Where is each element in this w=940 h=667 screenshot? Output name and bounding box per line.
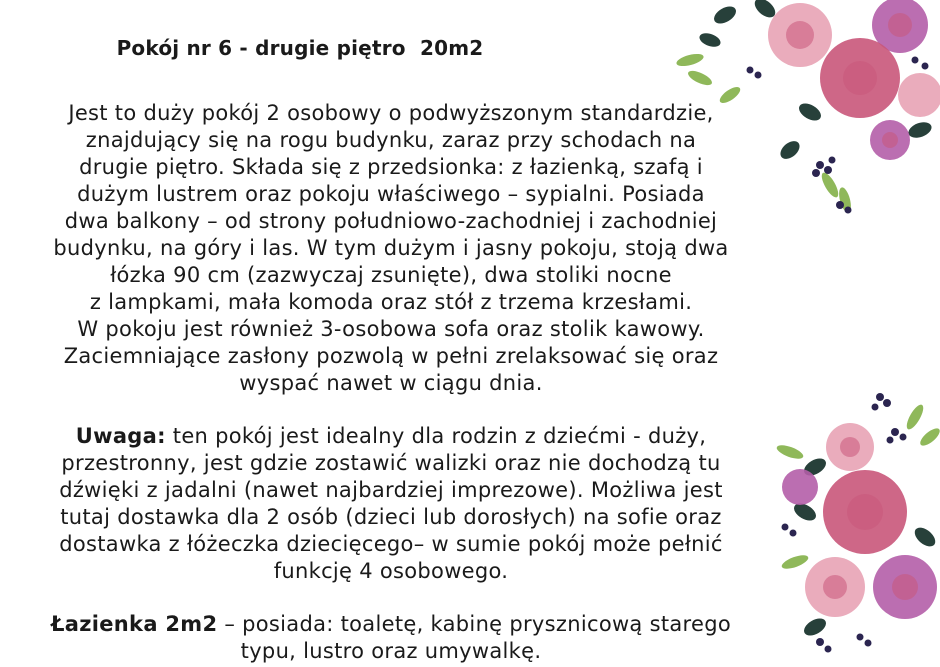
text-line: dźwięki z jadalni (nawet najbardziej imprezowe). Możliwa jest: [59, 478, 723, 502]
text-line: Zaciemniające zasłony pozwolą w pełni zrelaksować się oraz: [63, 344, 719, 368]
description-paragraph: [0, 100, 782, 397]
text-line: dwa balkony – od strony południowo-zachodniej i zachodniej: [64, 209, 718, 233]
room-description-block: [0, 100, 782, 665]
note-first-line-text: ten pokój jest idealny dla rodzin z dziećmi - duży,: [165, 424, 707, 448]
bathroom-label: Łazienka 2m2: [50, 612, 218, 636]
text-line: W pokoju jest również 3-osobowa sofa oraz stolik kawowy.: [77, 317, 705, 341]
text-line: z lampkami, mała komoda oraz stół z trzema krzesłami.: [89, 290, 693, 314]
text-line: dużym lustrem oraz pokoju właściwego – sypialni. Posiada: [77, 182, 705, 206]
text-line: Jest to duży pokój 2 osobowy o podwyższonym standardzie,: [68, 101, 714, 125]
note-first-line: [0, 423, 782, 450]
text-line: drugie piętro. Składa się z przedsionka: z łazienką, szafą i: [79, 155, 703, 179]
roses-top: [768, 0, 940, 160]
note-label: Uwaga:: [75, 424, 166, 448]
bathroom-first-line-text: – posiada: toaletę, kabinę prysznicową starego: [217, 612, 731, 636]
text-line: budynku, na góry i las. W tym dużym i jasny pokoju, stoją dwa: [53, 236, 729, 260]
note-paragraph: [0, 423, 782, 585]
text-line: łózka 90 cm (zazwyczaj zsunięte), dwa stoliki nocne: [110, 263, 672, 287]
leaves-bottom: [775, 402, 940, 639]
floral-decoration-bottom-icon: [775, 387, 940, 667]
text-line: znajdujący się na rogu budynku, zaraz przy schodach na: [85, 128, 697, 152]
text-line: tutaj dostawka dla 2 osób (dzieci lub dorosłych) na sofie oraz: [60, 505, 722, 529]
text-line: przestronny, jest gdzie zostawić walizki oraz nie dochodzą tu: [61, 451, 721, 475]
berries-bottom: [782, 393, 907, 653]
text-line: funkcję 4 osobowego.: [273, 559, 509, 583]
roses-bottom: [782, 423, 937, 619]
text-line: typu, lustro oraz umywalkę.: [240, 639, 542, 663]
bathroom-paragraph: [0, 611, 782, 665]
bathroom-first-line: [0, 611, 782, 638]
room-title: Pokój nr 6 - drugie piętro 20m2: [116, 36, 484, 60]
text-line: dostawka z łóżeczka dziecięcego– w sumie pokój może pełnić: [59, 532, 723, 556]
text-line: wyspać nawet w ciągu dnia.: [239, 371, 543, 395]
